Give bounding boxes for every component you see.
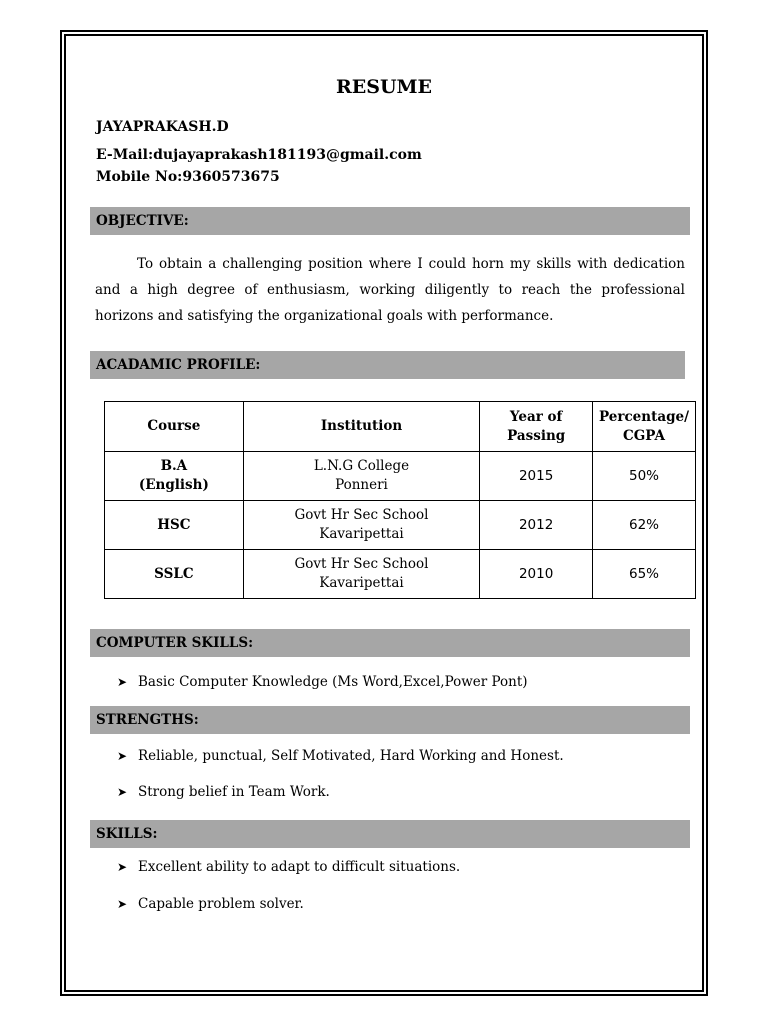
- arrowhead-bullet-icon: ➤: [117, 897, 128, 911]
- table-row: [105, 501, 696, 550]
- header-institution: Institution: [243, 402, 480, 452]
- row-percentage: 62%: [593, 501, 696, 550]
- row-institution: L.N.G College Ponneri: [243, 452, 480, 501]
- objective-text: To obtain a challenging position where I could horn my skills with dedication and a high degree of enthusiasm, working diligently to reach the professional horizons and satisfying the organizational goals with performance.: [95, 256, 685, 324]
- objective-heading: OBJECTIVE:: [90, 207, 690, 235]
- table-row: [105, 452, 696, 501]
- email-line: E-Mail:dujayaprakash181193@gmail.com: [96, 147, 422, 163]
- arrowhead-bullet-icon: ➤: [117, 860, 128, 874]
- mobile-line: Mobile No:9360573675: [96, 169, 280, 185]
- row-year: 2010: [480, 550, 593, 599]
- arrowhead-bullet-icon: ➤: [117, 675, 128, 689]
- arrowhead-bullet-icon: ➤: [117, 749, 128, 763]
- row-year: 2015: [480, 452, 593, 501]
- row-year: 2012: [480, 501, 593, 550]
- academic-heading: ACADAMIC PROFILE:: [90, 351, 685, 379]
- header-course: Course: [105, 402, 244, 452]
- strengths-heading: STRENGTHS:: [90, 706, 690, 734]
- header-percentage: Percentage/ CGPA: [593, 402, 696, 452]
- computer-skills-heading: COMPUTER SKILLS:: [90, 629, 690, 657]
- header-year: Year of Passing: [480, 402, 593, 452]
- academic-table: [104, 401, 696, 599]
- skills-heading: SKILLS:: [90, 820, 690, 848]
- resume-title: RESUME: [335, 76, 433, 98]
- table-row: [105, 550, 696, 599]
- list-item: ➤ Basic Computer Knowledge (Ms Word,Excel,Power Pont): [117, 674, 528, 690]
- list-item: ➤ Reliable, punctual, Self Motivated, Hard Working and Honest.: [117, 748, 564, 764]
- list-item: ➤ Strong belief in Team Work.: [117, 784, 330, 800]
- table-header-row: [105, 402, 696, 452]
- candidate-name: JAYAPRAKASH.D: [96, 119, 229, 135]
- list-item: ➤ Capable problem solver.: [117, 896, 304, 912]
- row-course: B.A (English): [105, 452, 244, 501]
- row-institution: Govt Hr Sec School Kavaripettai: [243, 550, 480, 599]
- list-item: ➤ Excellent ability to adapt to difficult situations.: [117, 859, 461, 875]
- row-course: SSLC: [105, 550, 244, 599]
- objective-paragraph: [95, 251, 685, 329]
- row-institution: Govt Hr Sec School Kavaripettai: [243, 501, 480, 550]
- row-course: HSC: [105, 501, 244, 550]
- arrowhead-bullet-icon: ➤: [117, 785, 128, 799]
- row-percentage: 50%: [593, 452, 696, 501]
- row-percentage: 65%: [593, 550, 696, 599]
